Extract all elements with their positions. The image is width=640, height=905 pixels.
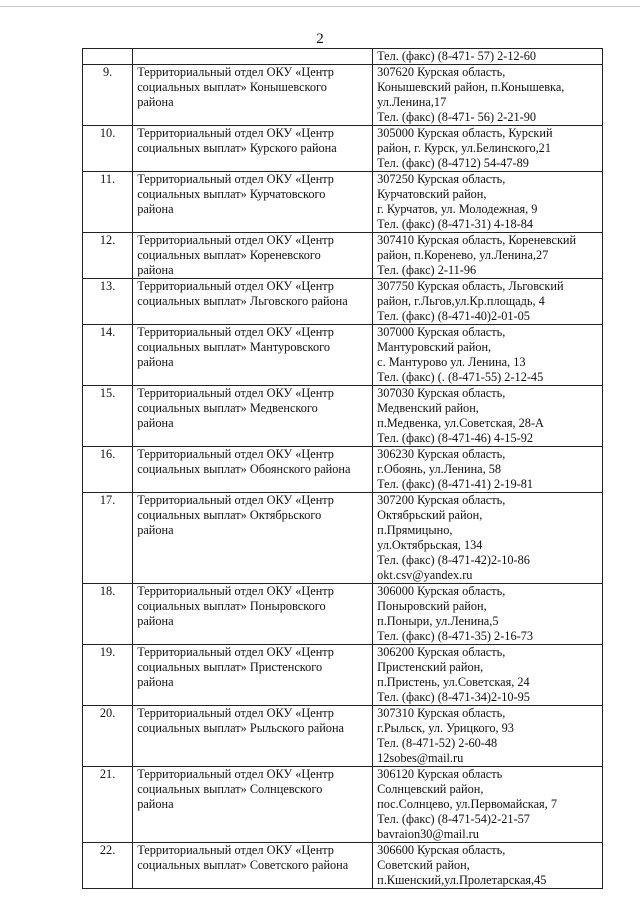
office-address bbox=[373, 233, 603, 279]
table-row bbox=[83, 843, 603, 889]
address-line: 306200 Курская область, bbox=[377, 645, 506, 659]
office-name bbox=[133, 126, 373, 172]
row-number bbox=[83, 49, 133, 65]
office-name-line: района bbox=[137, 95, 174, 109]
address-line: г.Рыльск, ул. Урицкого, 93 bbox=[377, 721, 514, 735]
office-name-line: района bbox=[137, 797, 174, 811]
address-line: 305000 Курская область, Курский bbox=[377, 126, 553, 140]
table-row bbox=[83, 65, 603, 126]
address-line: п.Пристень, ул.Советская, 24 bbox=[377, 675, 530, 689]
address-line: 307310 Курская область, bbox=[377, 706, 506, 720]
row-number: 11. bbox=[83, 172, 133, 233]
address-line: Пристенский район, bbox=[377, 660, 484, 674]
office-name bbox=[133, 447, 373, 493]
row-number: 21. bbox=[83, 767, 133, 843]
office-name-line: социальных выплат» Курского района bbox=[137, 141, 337, 155]
office-name bbox=[133, 65, 373, 126]
address-line: 307620 Курская область, bbox=[377, 65, 506, 79]
row-number: 16. bbox=[83, 447, 133, 493]
address-line: п.Медвенка, ул.Советская, 28-А bbox=[377, 416, 544, 430]
office-name-line: социальных выплат» Солнцевского bbox=[137, 782, 323, 796]
address-line: 307750 Курская область, Льговский bbox=[377, 279, 564, 293]
office-address bbox=[373, 49, 603, 65]
office-name-line: района bbox=[137, 416, 174, 430]
address-line: п.Кшенский,ул.Пролетарская,45 bbox=[377, 873, 547, 887]
address-line: п.Прямицыно, bbox=[377, 523, 453, 537]
office-name-line: социальных выплат» Обоянского района bbox=[137, 462, 351, 476]
row-number: 19. bbox=[83, 645, 133, 706]
office-name bbox=[133, 584, 373, 645]
address-line: Тел. (факс) (8-471-31) 4-18-84 bbox=[377, 217, 533, 231]
office-name-line: района bbox=[137, 263, 174, 277]
office-name-line: социальных выплат» Льговского района bbox=[137, 294, 348, 308]
address-line: Мантуровский район, bbox=[377, 340, 492, 354]
address-line: Тел. (8-471-52) 2-60-48 bbox=[377, 736, 498, 750]
office-name-line: Территориальный отдел ОКУ «Центр bbox=[137, 279, 334, 293]
table-row bbox=[83, 706, 603, 767]
office-name bbox=[133, 279, 373, 325]
address-line: Советский район, bbox=[377, 858, 470, 872]
row-number: 13. bbox=[83, 279, 133, 325]
address-line: с. Мантурово ул. Ленина, 13 bbox=[377, 355, 526, 369]
office-address bbox=[373, 584, 603, 645]
office-address bbox=[373, 172, 603, 233]
office-address bbox=[373, 325, 603, 386]
email-text: bavraion30@mail.ru bbox=[377, 827, 479, 841]
office-name-line: Территориальный отдел ОКУ «Центр bbox=[137, 493, 334, 507]
address-line: Тел. (факс) (8-471-46) 4-15-92 bbox=[377, 431, 533, 445]
table-row bbox=[83, 386, 603, 447]
row-number: 15. bbox=[83, 386, 133, 447]
table-row bbox=[83, 584, 603, 645]
address-line: г. Курчатов, ул. Молодежная, 9 bbox=[377, 202, 538, 216]
office-name-line: Территориальный отдел ОКУ «Центр bbox=[137, 233, 334, 247]
table-row bbox=[83, 645, 603, 706]
office-name-line: социальных выплат» Пристенского bbox=[137, 660, 323, 674]
address-line: 307000 Курская область, bbox=[377, 325, 506, 339]
address-line: Солнцевский район, bbox=[377, 782, 484, 796]
table-row bbox=[83, 233, 603, 279]
office-name bbox=[133, 49, 373, 65]
address-line: район, г. Курск, ул.Белинского,21 bbox=[377, 141, 551, 155]
row-number: 12. bbox=[83, 233, 133, 279]
address-line: Поныровский район, bbox=[377, 599, 487, 613]
office-name-line: социальных выплат» Рыльского района bbox=[137, 721, 344, 735]
top-scan-edge bbox=[0, 0, 640, 7]
address-line: 307030 Курская область, bbox=[377, 386, 506, 400]
office-name-line: социальных выплат» Октябрьского bbox=[137, 508, 322, 522]
office-address bbox=[373, 279, 603, 325]
address-line: 306000 Курская область, bbox=[377, 584, 506, 598]
office-name bbox=[133, 172, 373, 233]
office-address bbox=[373, 645, 603, 706]
office-address bbox=[373, 126, 603, 172]
office-name-line: района bbox=[137, 202, 174, 216]
row-number: 14. bbox=[83, 325, 133, 386]
office-name-line: социальных выплат» Поныровского bbox=[137, 599, 326, 613]
office-address bbox=[373, 706, 603, 767]
address-line: 306120 Курская область bbox=[377, 767, 503, 781]
address-line: Медвенский район, bbox=[377, 401, 479, 415]
address-line: район, п.Коренево, ул.Ленина,27 bbox=[377, 248, 549, 262]
office-name-line: Территориальный отдел ОКУ «Центр bbox=[137, 325, 334, 339]
table-row bbox=[83, 325, 603, 386]
offices-table bbox=[82, 48, 603, 889]
office-name bbox=[133, 767, 373, 843]
address-line: Тел. (факс) (8-471-42)2-10-86 bbox=[377, 553, 530, 567]
office-address bbox=[373, 447, 603, 493]
address-line: Тел. (факс) (8-471-40)2-01-05 bbox=[377, 309, 530, 323]
office-address bbox=[373, 767, 603, 843]
office-name bbox=[133, 233, 373, 279]
table-row bbox=[83, 172, 603, 233]
row-number: 20. bbox=[83, 706, 133, 767]
address-line: Тел. (факс) (. (8-471-55) 2-12-45 bbox=[377, 370, 544, 384]
office-name-line: района bbox=[137, 523, 174, 537]
office-address bbox=[373, 843, 603, 889]
office-address bbox=[373, 386, 603, 447]
office-name-line: социальных выплат» Курчатовского bbox=[137, 187, 326, 201]
address-line: Тел. (факс) (8-471-34)2-10-95 bbox=[377, 690, 530, 704]
table-row bbox=[83, 49, 603, 65]
office-name-line: социальных выплат» Мантуровского bbox=[137, 340, 331, 354]
office-name bbox=[133, 493, 373, 584]
office-name-line: социальных выплат» Кореневского bbox=[137, 248, 321, 262]
row-number: 22. bbox=[83, 843, 133, 889]
address-line: Тел. (факс) (8-4712) 54-47-89 bbox=[377, 156, 529, 170]
office-name-line: Территориальный отдел ОКУ «Центр bbox=[137, 172, 334, 186]
office-name-line: района bbox=[137, 675, 174, 689]
office-address bbox=[373, 65, 603, 126]
address-line: 306600 Курская область, bbox=[377, 843, 506, 857]
table-row bbox=[83, 126, 603, 172]
address-line: пос.Солнцево, ул.Первомайская, 7 bbox=[377, 797, 557, 811]
address-line: Тел. (факс) (8-471- 57) 2-12-60 bbox=[377, 49, 537, 63]
office-name-line: Территориальный отдел ОКУ «Центр bbox=[137, 706, 334, 720]
office-name bbox=[133, 706, 373, 767]
office-address bbox=[373, 493, 603, 584]
email-text: okt.csv@yandex.ru bbox=[377, 568, 473, 582]
table-row bbox=[83, 447, 603, 493]
row-number: 18. bbox=[83, 584, 133, 645]
office-name bbox=[133, 386, 373, 447]
office-name-line: Территориальный отдел ОКУ «Центр bbox=[137, 767, 334, 781]
office-name bbox=[133, 645, 373, 706]
office-name-line: Территориальный отдел ОКУ «Центр bbox=[137, 584, 334, 598]
office-name-line: Территориальный отдел ОКУ «Центр bbox=[137, 447, 334, 461]
address-line: 307410 Курская область, Кореневский bbox=[377, 233, 577, 247]
office-name bbox=[133, 843, 373, 889]
office-name-line: Территориальный отдел ОКУ «Центр bbox=[137, 645, 334, 659]
office-name bbox=[133, 325, 373, 386]
office-name-line: Территориальный отдел ОКУ «Центр bbox=[137, 386, 334, 400]
address-line: Тел. (факс) (8-471-41) 2-19-81 bbox=[377, 477, 533, 491]
row-number: 17. bbox=[83, 493, 133, 584]
address-line: Тел. (факс) 2-11-96 bbox=[377, 263, 477, 277]
email-text: 12sobes@mail.ru bbox=[377, 751, 464, 765]
address-line: Конышевский район, п.Конышевка, bbox=[377, 80, 565, 94]
address-line: ул.Ленина,17 bbox=[377, 95, 447, 109]
office-name-line: социальных выплат» Конышевского bbox=[137, 80, 327, 94]
address-line: 306230 Курская область, bbox=[377, 447, 506, 461]
address-line: Тел. (факс) (8-471- 56) 2-21-90 bbox=[377, 110, 537, 124]
office-name-line: социальных выплат» Медвенского bbox=[137, 401, 318, 415]
office-name-line: Территориальный отдел ОКУ «Центр bbox=[137, 843, 334, 857]
table-row bbox=[83, 279, 603, 325]
table-row bbox=[83, 493, 603, 584]
row-number: 10. bbox=[83, 126, 133, 172]
row-number: 9. bbox=[83, 65, 133, 126]
address-line: ул.Октябрьская, 134 bbox=[377, 538, 483, 552]
address-line: район, г.Льгов,ул.Кр.площадь, 4 bbox=[377, 294, 545, 308]
address-line: Тел. (факс) (8-471-54)2-21-57 bbox=[377, 812, 530, 826]
office-name-line: района bbox=[137, 614, 174, 628]
office-name-line: Территориальный отдел ОКУ «Центр bbox=[137, 65, 334, 79]
office-name-line: социальных выплат» Советского района bbox=[137, 858, 349, 872]
address-line: Тел. (факс) (8-471-35) 2-16-73 bbox=[377, 629, 533, 643]
address-line: Октябрьский район, bbox=[377, 508, 483, 522]
address-line: 307250 Курская область, bbox=[377, 172, 506, 186]
office-name-line: района bbox=[137, 355, 174, 369]
office-name-line: Территориальный отдел ОКУ «Центр bbox=[137, 126, 334, 140]
address-line: Курчатовский район, bbox=[377, 187, 487, 201]
address-line: г.Обоянь, ул.Ленина, 58 bbox=[377, 462, 502, 476]
address-line: 307200 Курская область, bbox=[377, 493, 506, 507]
table-row bbox=[83, 767, 603, 843]
page-number: 2 bbox=[316, 31, 324, 47]
address-line: п.Поныри, ул.Ленина,5 bbox=[377, 614, 499, 628]
